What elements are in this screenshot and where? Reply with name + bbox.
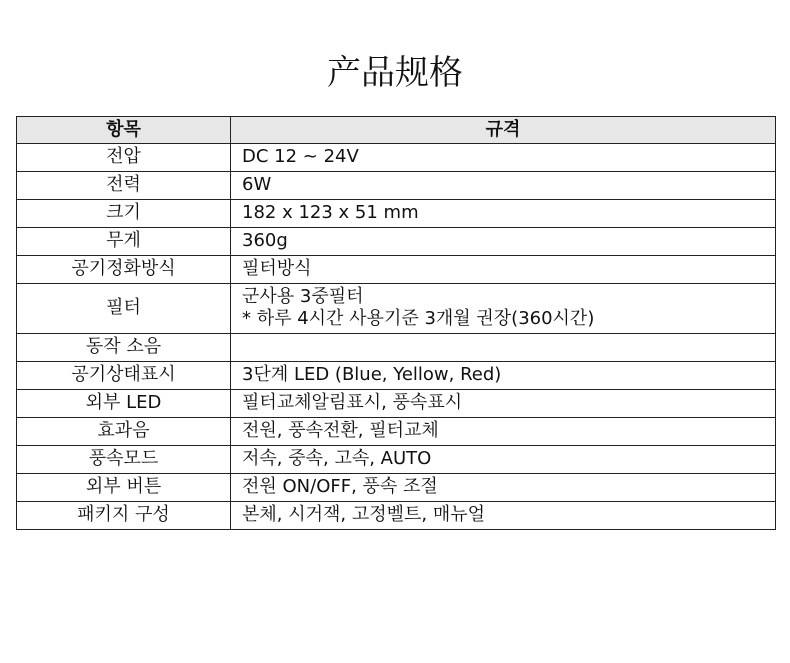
row-value-line: 저속, 중속, 고속, AUTO: [242, 448, 432, 469]
table-row: [17, 474, 776, 502]
table-row: [17, 172, 776, 200]
row-value: [231, 502, 776, 530]
row-label: 풍속모드: [17, 446, 231, 474]
row-value: [231, 418, 776, 446]
table-row: [17, 362, 776, 390]
row-label: 효과음: [17, 418, 231, 446]
row-value: [231, 228, 776, 256]
row-value: [231, 362, 776, 390]
row-label: 공기정화방식: [17, 256, 231, 284]
row-label: 공기상태표시: [17, 362, 231, 390]
row-value: [231, 334, 776, 362]
row-value-line: 필터교체알림표시, 풍속표시: [242, 392, 463, 413]
row-value-line: DC 12 ~ 24V: [242, 146, 359, 167]
row-value-line: 182 x 123 x 51 mm: [242, 202, 419, 223]
table-row: [17, 446, 776, 474]
row-value: [231, 284, 776, 334]
row-value-line: [242, 336, 775, 358]
row-value-line: 군사용 3중필터: [242, 286, 364, 307]
spec-table: [16, 116, 776, 530]
row-label: 크기: [17, 200, 231, 228]
row-value: [231, 144, 776, 172]
row-label: 외부 LED: [17, 390, 231, 418]
table-row: [17, 284, 776, 334]
row-value: [231, 172, 776, 200]
row-value-line: 360g: [242, 230, 288, 251]
row-value-line: 3단계 LED (Blue, Yellow, Red): [242, 364, 502, 385]
row-value-note: * 하루 4시간 사용기준 3개월 권장(360시간): [242, 308, 595, 329]
table-row: [17, 418, 776, 446]
table-row: [17, 502, 776, 530]
table-header-row: [17, 117, 776, 144]
row-value: [231, 446, 776, 474]
table-row: [17, 256, 776, 284]
row-label: 무게: [17, 228, 231, 256]
row-label: 전력: [17, 172, 231, 200]
row-label: 패키지 구성: [17, 502, 231, 530]
row-value-line: 6W: [242, 174, 272, 195]
table-row: [17, 228, 776, 256]
row-label: 동작 소음: [17, 334, 231, 362]
row-value-line: 전원 ON/OFF, 풍속 조절: [242, 476, 438, 497]
page-title: 产品规格: [327, 53, 463, 93]
row-label: 필터: [17, 284, 231, 334]
row-value-line: 본체, 시거잭, 고정벨트, 매뉴얼: [242, 504, 485, 525]
table-row: [17, 334, 776, 362]
row-value: [231, 474, 776, 502]
table-row: [17, 144, 776, 172]
row-value: [231, 256, 776, 284]
row-label: 외부 버튼: [17, 474, 231, 502]
table-row: [17, 200, 776, 228]
row-label: 전압: [17, 144, 231, 172]
table-row: [17, 390, 776, 418]
row-value-line: 필터방식: [242, 258, 312, 279]
header-spec: 규격: [231, 117, 776, 144]
row-value-line: 전원, 풍속전환, 필터교체: [242, 420, 439, 441]
row-value: [231, 390, 776, 418]
header-item: 항목: [17, 117, 231, 144]
row-value: [231, 200, 776, 228]
